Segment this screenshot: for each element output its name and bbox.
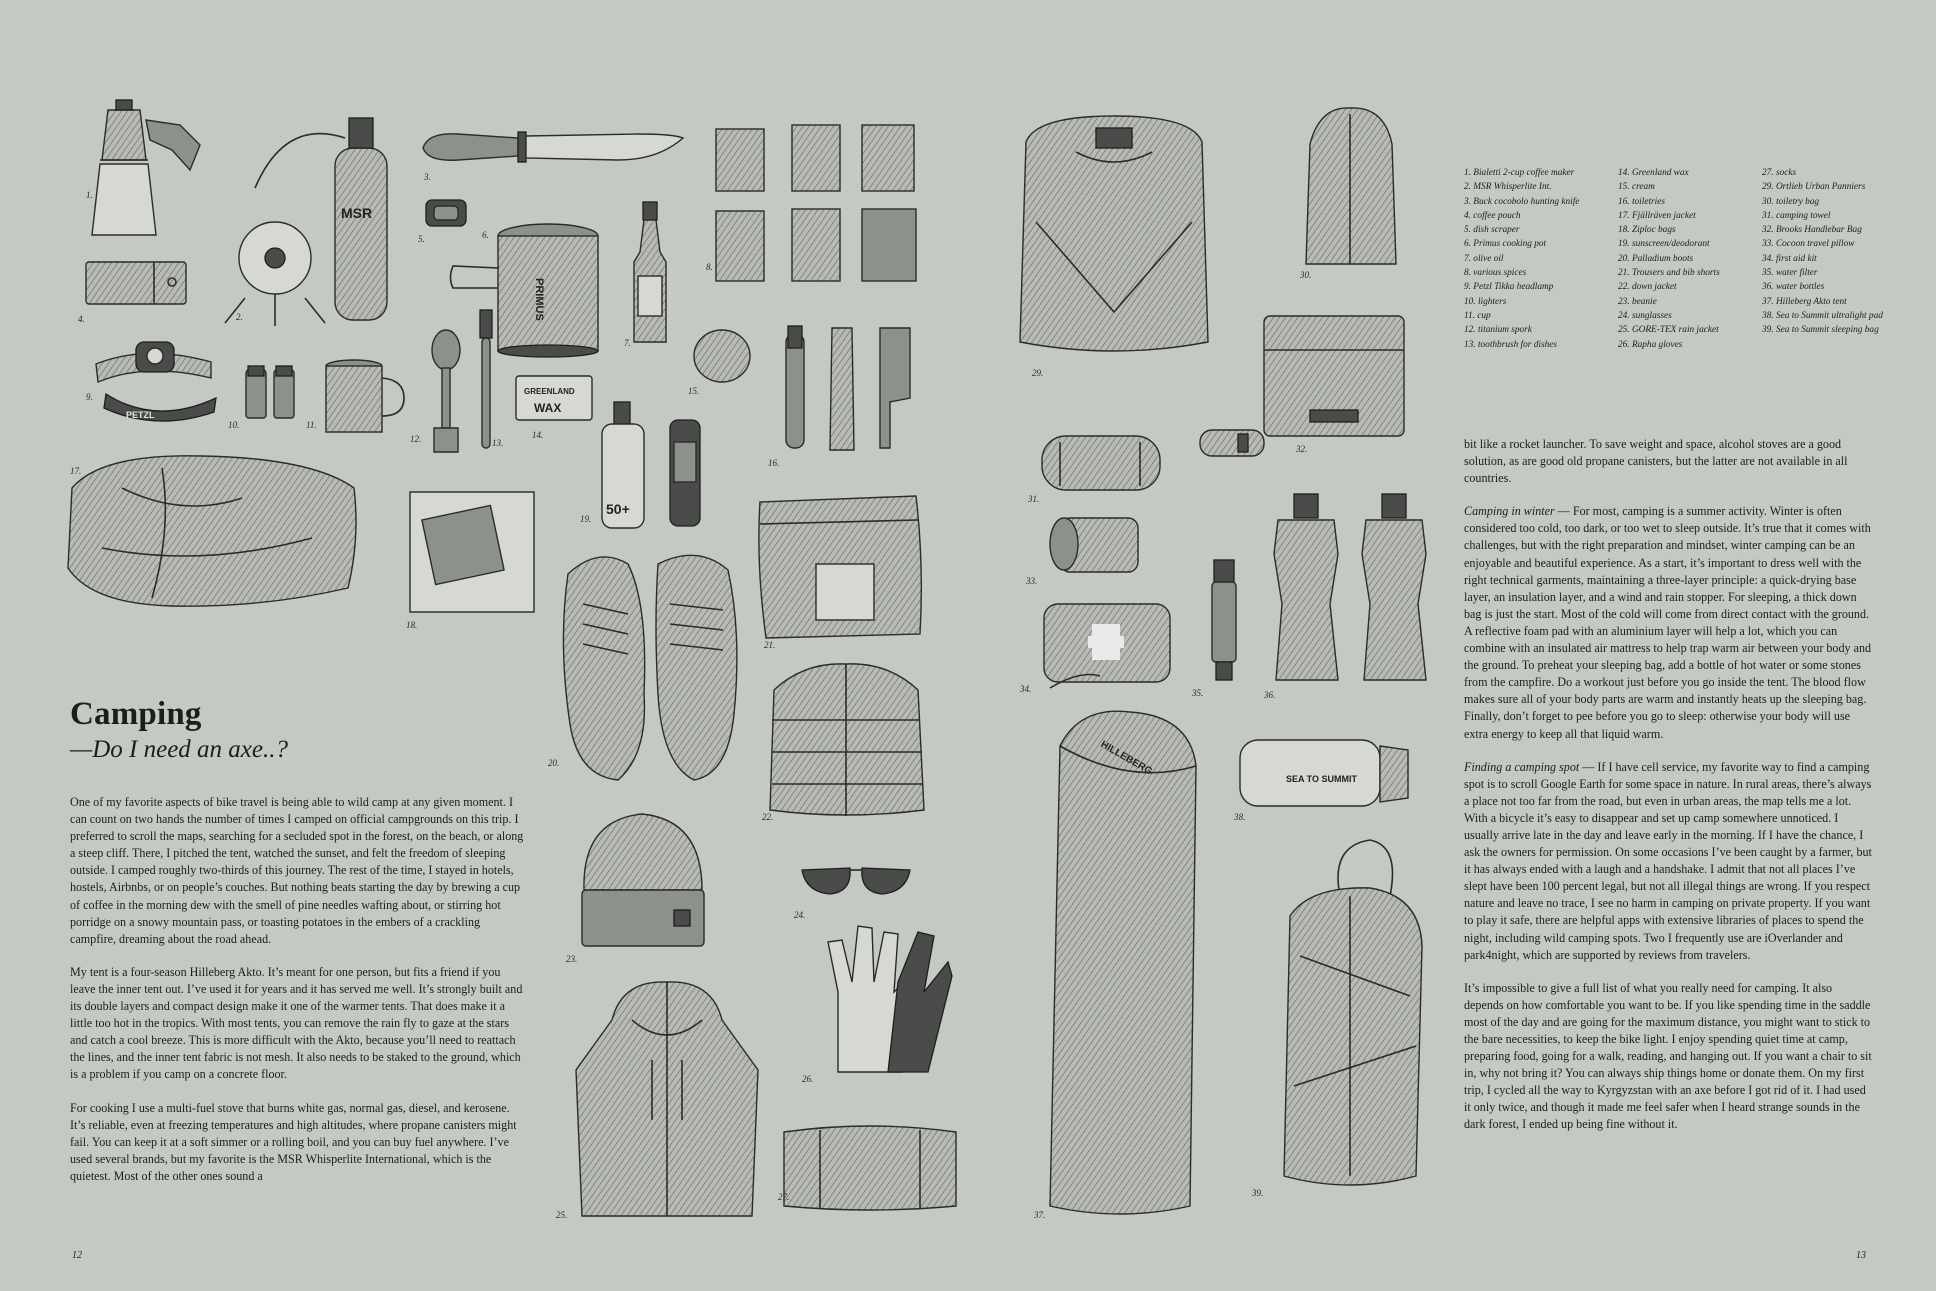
item-number: 10. — [228, 420, 240, 430]
item-number: 12. — [410, 434, 422, 444]
stove-illustration — [225, 108, 415, 328]
first-aid-kit-illustration — [1040, 600, 1174, 698]
page-number-right: 13 — [1856, 1250, 1866, 1261]
olive-oil-illustration — [630, 202, 670, 347]
item-number: 24. — [794, 910, 806, 920]
legend-item: 38. Sea to Summit ultralight pad — [1762, 310, 1883, 321]
item-number: 26. — [802, 1074, 814, 1084]
legend-item: 27. socks — [1762, 168, 1797, 178]
item-number: 8. — [706, 262, 713, 272]
legend-item: 20. Palladium boots — [1618, 253, 1694, 264]
item-number: 1. — [86, 190, 93, 200]
item-number: 21. — [764, 640, 776, 650]
cup-illustration — [322, 358, 407, 438]
item-number: 33. — [1026, 576, 1038, 586]
winter-text: — For most, camping is a summer activity. Winter is often considered too cold, too dark, or too wet to sleep outside. It’s true that it comes with challenges, but with the right preparation and mindset, winter camping can be an enjoyable and beautiful experience. As a start, it’s important to dress well with the right technical garments, maintaining a three-layer principle: a quick-drying base layer, an insulation layer, and a wind and rain stopper. For sleeping, a thick down bag is just the start. Most of the cold will come from direct contact with the ground. A reflective foam pad with an aluminium layer will help a lot, which you can combine with an insulated air mattress to help trap warm air between your body and the ground. To preheat your sleeping bag, add a bottle of hot water or some stones from the campfire. Do a workout just before you go inside the tent. The blood flow makes sure all of your body parts are warm and instantly heats up the sleeping bag. Finally, don’t forget to pee before you go to sleep: otherwise your body will use extra energy to keep all that liquid warm. — [1464, 504, 1872, 741]
item-number: 19. — [580, 514, 592, 524]
legend-item: 31. camping towel — [1762, 210, 1831, 221]
item-number: 18. — [406, 620, 418, 630]
legend-item: 22. down jacket — [1618, 282, 1677, 293]
coffee-maker-illustration — [80, 100, 210, 240]
legend-item: 35. water filter — [1762, 268, 1818, 279]
item-number: 3. — [424, 172, 431, 182]
item-number: 17. — [70, 466, 82, 476]
petzl-logo: PETZL — [126, 410, 155, 420]
legend-column-3 — [1762, 166, 1883, 338]
body-paragraph: For cooking I use a multi-fuel stove that burns white gas, normal gas, diesel, and kerosene. It’s reliable, even at freezing temperatures and high altitudes, where propane canisters might fail. You can keep it at a soft simmer or a rolling boil, and you can buy fuel anywhere. I’ve used several brands, but my favorite is the MSR Whisperlite International, which is the quietest. Most of the other ones sound a — [70, 1100, 517, 1183]
item-number: 4. — [78, 314, 85, 324]
left-body-column — [70, 794, 528, 1201]
spork-illustration — [428, 330, 464, 456]
legend-item: 37. Hilleberg Akto tent — [1762, 296, 1847, 307]
travel-pillow-illustration — [1046, 514, 1142, 576]
legend-item: 36. water bottles — [1762, 282, 1825, 293]
legend-item: 32. Brooks Handlebar Bag — [1762, 225, 1862, 236]
greenland-wax-illustration — [514, 372, 594, 424]
item-number: 6. — [482, 230, 489, 240]
down-jacket-illustration — [764, 660, 928, 820]
legend-item: 30. toiletry bag — [1762, 196, 1820, 207]
legend-item: 9. Petzl Tikka headlamp — [1464, 282, 1554, 293]
gloves-illustration — [818, 922, 952, 1082]
cream-tin-illustration — [692, 328, 752, 384]
legend-item: 33. Cocoon travel pillow — [1762, 239, 1855, 250]
item-number: 38. — [1234, 812, 1246, 822]
legend-item: 4. coffee pouch — [1464, 210, 1521, 221]
tent-brand: HILLEBERG — [1098, 739, 1155, 778]
msr-logo: MSR — [341, 205, 373, 221]
legend-item: 15. cream — [1618, 182, 1655, 193]
body-paragraph-winter — [1464, 503, 1872, 742]
legend-item: 19. sunscreen/deodorant — [1618, 239, 1710, 250]
legend-item: 39. Sea to Summit sleeping bag — [1762, 325, 1879, 336]
item-number: 39. — [1252, 1188, 1264, 1198]
legend-item: 3. Buck cocobolo hunting knife — [1464, 196, 1580, 207]
legend-item: 1. Bialetti 2-cup coffee maker — [1464, 168, 1575, 178]
legend-column-2 — [1618, 166, 1720, 352]
legend-item: 11. cup — [1464, 310, 1491, 321]
item-number: 7. — [624, 338, 631, 348]
item-number: 16. — [768, 458, 780, 468]
spf-label: 50+ — [606, 501, 630, 517]
legend-column-1 — [1464, 166, 1579, 352]
legend-item: 17. Fjällräven jacket — [1618, 210, 1696, 221]
item-number: 35. — [1192, 688, 1204, 698]
article-title: Camping — [70, 696, 202, 732]
body-paragraph: My tent is a four-season Hilleberg Akto. It’s meant for one person, but fits a friend if you leave the inner tent out. I’ve used it for years and it has served me well. It’s strongly built and its double layers and compact design make it one of the warmer tents. That does make it a little too hot in the tropics. With most tents, you can remove the rain fly to gaze at the stars and catch a cool breeze. This is more difficult with the Akto, because you’ll need to reattach the lines, and the inner tent fabric is not mesh. It also needs to be staked to the ground, which is a problem if you camp on a concrete floor. — [70, 964, 523, 1082]
primus-logo: PRIMUS — [533, 278, 545, 321]
item-number: 11. — [306, 420, 317, 430]
boots-illustration — [558, 544, 748, 784]
legend-item: 25. GORE-TEX rain jacket — [1618, 325, 1719, 336]
item-number: 23. — [566, 954, 578, 964]
legend-item: 14. Greenland wax — [1618, 168, 1689, 178]
body-paragraph: bit like a rocket launcher. To save weight and space, alcohol stoves are a good solution, as are good old propane canisters, but the latter are not available in all countries. — [1464, 437, 1848, 486]
item-number: 22. — [762, 812, 774, 822]
item-number: 20. — [548, 758, 560, 768]
camping-towel-illustration — [1040, 432, 1162, 494]
legend-item: 8. various spices — [1464, 268, 1527, 279]
sunglasses-illustration — [800, 862, 912, 898]
page-number-left: 12 — [72, 1250, 82, 1261]
coffee-pouch-illustration — [84, 258, 189, 308]
item-number: 37. — [1034, 1210, 1046, 1220]
handlebar-bag-illustration — [1260, 310, 1408, 442]
toothbrush-illustration — [474, 310, 498, 450]
item-number: 25. — [556, 1210, 568, 1220]
legend-item: 26. Rapha gloves — [1618, 339, 1683, 350]
sunscreen-deodorant-illustration — [600, 402, 710, 530]
article-subtitle: —Do I need an axe..? — [70, 736, 288, 763]
legend-item: 7. olive oil — [1464, 253, 1504, 264]
legend-item: 18. Ziploc bags — [1618, 225, 1676, 236]
wax-label-top: GREENLAND — [524, 387, 575, 396]
legend-item: 13. toothbrush for dishes — [1464, 339, 1557, 350]
pannier-illustration — [1016, 112, 1212, 362]
legend-item: 12. titanium spork — [1464, 325, 1532, 336]
toiletry-bag-illustration — [1300, 104, 1400, 272]
item-number: 27. — [778, 1192, 790, 1202]
item-number: 9. — [86, 392, 93, 402]
knife-illustration — [418, 120, 688, 175]
rain-jacket-illustration — [572, 980, 762, 1220]
item-number: 14. — [532, 430, 544, 440]
item-number: 30. — [1300, 270, 1312, 280]
item-number: 15. — [688, 386, 700, 396]
trousers-illustration — [756, 494, 926, 640]
item-number: 29. — [1032, 368, 1044, 378]
strap-illustration — [1198, 424, 1268, 464]
beanie-illustration — [578, 810, 708, 950]
tent-bag-illustration — [1040, 706, 1200, 1222]
sleeping-bag-illustration — [1270, 836, 1430, 1194]
spot-lead: Finding a camping spot — [1464, 759, 1580, 774]
legend-item: 5. dish scraper — [1464, 225, 1520, 236]
legend-item: 21. Trousers and bib shorts — [1618, 268, 1720, 279]
legend-item: 2. MSR Whisperlite Int. — [1464, 182, 1552, 193]
item-number: 36. — [1264, 690, 1276, 700]
body-paragraph: One of my favorite aspects of bike travel is being able to wild camp at any given moment. I can count on two hands the number of times I camped on official campgrounds on this trip. I preferred to scroll the maps, searching for a secluded spot in the forest, on the beach, or along a steep cliff. There, I pitched the tent, watched the sunset, and felt the freedom of sleeping outside. I camped roughly two-thirds of this journey. The rest of the time, I stayed in hotels, hostels, Airbnbs, or on people’s couches. But nothing beats starting the day by brewing a cup of coffee in the morning dew with the smell of pine needles wafting about, or stirring hot porridge on a snowy mountain pass, or toasting potatoes in the embers of a crackling campfire, dreaming about the road ahead. — [70, 795, 524, 946]
socks-illustration — [780, 1120, 960, 1214]
body-paragraph-spot — [1464, 759, 1872, 964]
legend-item: 34. first aid kit — [1762, 253, 1817, 264]
jacket-stuffed-illustration — [62, 448, 362, 610]
legend-item: 29. Ortlieb Urban Panniers — [1762, 182, 1866, 193]
spice-bags-illustration — [712, 125, 922, 287]
wax-label-bottom: WAX — [534, 401, 562, 415]
headlamp-illustration — [86, 334, 221, 426]
item-number: 5. — [418, 234, 425, 244]
body-paragraph: It’s impossible to give a full list of what you really need for camping. It also depends on how comfortable you want to be. If you like spending time in the saddle most of the day and are going for the maximum distance, you might want to stick to the bare necessities, to keep the bike light. I enjoy spending quiet time at camp, preparing food, going for a walk, reading, and hanging out. If you want a chair to sit in, why not bring it? You can always ship things home or donate them. On my first trip, I cycled all the way to Kyrgyzstan with an axe before I got rid of it. I had used it only twice, and though it made me feel safer when I heard strange sounds in the dark forest, I ended up being fine without it. — [1464, 980, 1872, 1132]
right-body-column — [1464, 436, 1872, 1150]
toiletries-illustration — [780, 326, 930, 458]
legend-item: 24. sunglasses — [1618, 310, 1672, 321]
legend-item: 10. lighters — [1464, 296, 1507, 307]
legend-item: 16. toiletries — [1618, 196, 1665, 207]
item-number: 13. — [492, 438, 504, 448]
item-number: 34. — [1020, 684, 1032, 694]
lighters-illustration — [242, 364, 300, 422]
pad-brand: SEA TO SUMMIT — [1286, 774, 1358, 784]
spot-text: — If I have cell service, my favorite way to find a camping spot is to scroll Google Earth for some space in nature. In rural areas, there’s always a place not too far from the road, but even in urban areas, the map tells me a lot. With a bicycle it’s easy to disappear and set up camp somewhere unnoticed. I usually arrive late in the day and leave early in the morning. If I have the chance, I ask the owners for permission. On some occasions I’ve been caught by a farmer, but it has always ended with a laugh and a handshake. I admit that not all places I’ve slept have been 100 percent legal, but not all illegal things are wrong. If you respect nature and leave no trace, I see no harm in camping on private property. If you want to play it safe, there are helpful apps with extensive libraries of places to spend the night, including wild camping spots. Two I frequently use are iOverlander and park4night, which are supported by reviews from travelers. — [1464, 759, 1872, 962]
sleeping-pad-illustration — [1236, 736, 1412, 812]
ziploc-bags-illustration — [408, 490, 538, 616]
item-number: 2. — [236, 312, 243, 322]
legend-item: 6. Primus cooking pot — [1464, 239, 1547, 250]
item-number: 32. — [1296, 444, 1308, 454]
water-bottles-illustration — [1268, 494, 1436, 686]
winter-lead: Camping in winter — [1464, 504, 1555, 519]
cooking-pot-illustration — [448, 218, 608, 358]
legend-item: 23. beanie — [1618, 296, 1657, 307]
item-number: 31. — [1028, 494, 1040, 504]
water-filter-illustration — [1206, 560, 1242, 682]
